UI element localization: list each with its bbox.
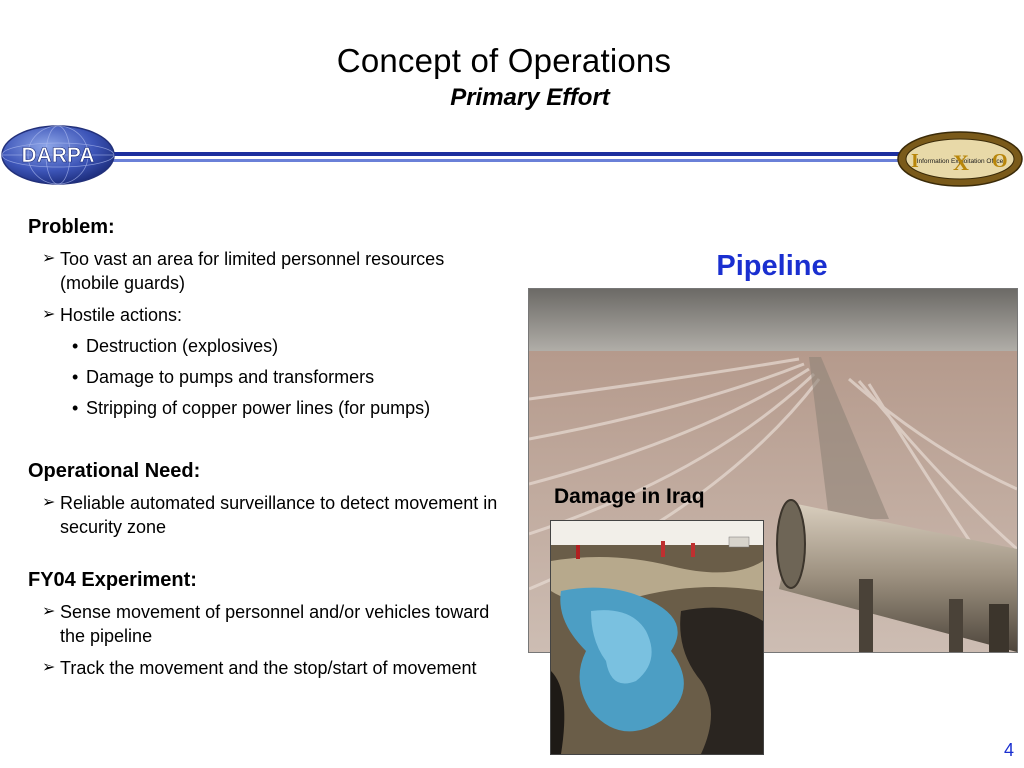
section-heading-problem: Problem: [28,216,115,238]
arrow-bullet-icon: ➢ [42,603,56,620]
bullet-text: Reliable automated surveillance to detect movement in security zone [60,493,498,537]
header-rule [100,152,910,156]
bullet-text: Hostile actions: [60,305,183,325]
darpa-logo [0,124,116,186]
sub-bullet-text: Damage to pumps and transformers [86,367,375,387]
ixo-logo-text: Information Exploitation Office [916,158,1004,165]
bullet-text: Sense movement of personnel and/or vehicles toward the pipeline [60,602,490,646]
section-heading-operational-need: Operational Need: [28,460,201,482]
arrow-bullet-icon: ➢ [42,306,56,323]
bullet-item [28,600,498,648]
bullet-item [28,656,498,680]
dot-bullet-icon: • [72,336,79,356]
darpa-logo-text: DARPA [21,144,95,167]
bullet-text: Track the movement and the stop/start of movement [60,658,477,678]
ixo-logo-letter-i: I [911,150,919,172]
dot-bullet-icon: • [72,398,79,418]
page-number: 4 [1003,740,1014,760]
ixo-logo-letter-x: X [953,150,969,175]
damage-image-caption: Damage in Iraq [554,485,705,508]
bullet-item [28,491,498,539]
arrow-bullet-icon: ➢ [42,494,56,511]
ixo-logo [895,130,1024,188]
sub-bullet-item [28,396,498,420]
header-rule-secondary [100,159,910,162]
bullet-item [28,303,498,327]
damage-photo [550,520,764,755]
content-column [28,216,498,680]
sub-bullet-item [28,334,498,358]
slide-title: Concept of Operations [336,42,672,79]
pipeline-image-caption: Pipeline [716,250,828,282]
sub-bullet-text: Stripping of copper power lines (for pumps) [86,398,431,418]
section-heading-fy04-experiment: FY04 Experiment: [28,569,197,591]
arrow-bullet-icon: ➢ [42,659,56,676]
dot-bullet-icon: • [72,367,79,387]
arrow-bullet-icon: ➢ [42,250,56,267]
sub-bullet-item [28,365,498,389]
bullet-item [28,247,498,295]
slide-subtitle: Primary Effort [450,84,610,111]
bullet-text: Too vast an area for limited personnel resources (mobile guards) [60,249,445,293]
sub-bullet-text: Destruction (explosives) [86,336,279,356]
ixo-logo-letter-o: O [992,150,1008,172]
